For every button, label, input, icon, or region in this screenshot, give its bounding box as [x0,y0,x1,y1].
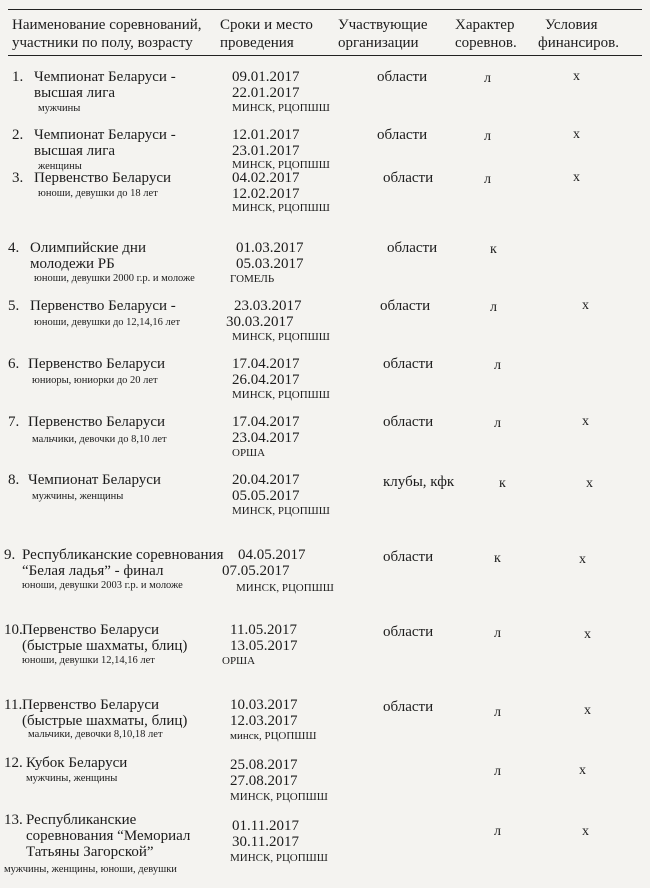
organizations: области [383,170,434,186]
competition-type: л [484,172,491,187]
end-date: 30.03.2017 [226,314,294,330]
end-date: 05.05.2017 [232,488,300,504]
row-number: 13. [4,812,23,828]
competition-type: л [494,416,501,431]
competition-type: л [490,300,497,315]
event-name: Первенство Беларуси - [30,298,176,314]
end-date: 22.01.2017 [232,85,300,101]
row-number: 5. [8,298,20,314]
organizations: области [383,356,434,372]
venue: минск, РЦОПШШ [230,730,317,742]
row-number: 1. [12,69,24,85]
header-col-orgs-line1: Участвующие [338,17,428,33]
header-col-name-line1: Наименование соревнований, [12,17,202,33]
row-number: 10. [4,622,23,638]
start-date: 01.11.2017 [232,818,299,834]
end-date: 13.05.2017 [230,638,298,654]
venue: МИНСК, РЦОПШШ [230,791,328,803]
venue: МИНСК, РЦОПШШ [232,102,330,114]
participants: юноши, девушки 12,14,16 лет [22,655,155,666]
competition-type: к [490,242,497,257]
financing-mark: х [573,69,580,84]
event-name: Республиканские соревнования “Белая ладья” - финал [22,547,224,579]
competition-type: л [494,358,501,373]
event-name: Чемпионат Беларуси - высшая лига [34,69,176,101]
start-date: 01.03.2017 [236,240,304,256]
start-date: 20.04.2017 [232,472,300,488]
participants: юноши, девушки 2000 г.р. и моложе [34,273,195,284]
end-date: 27.08.2017 [230,773,298,789]
end-date: 12.02.2017 [232,186,300,202]
row-number: 11. [4,697,23,713]
competition-type: л [484,129,491,144]
venue: МИНСК, РЦОПШШ [232,159,330,171]
venue: МИНСК, РЦОПШШ [230,852,328,864]
event-name: Первенство Беларуси (быстрые шахматы, блиц) [22,697,188,729]
end-date: 07.05.2017 [222,563,290,579]
organizations: области [383,549,434,565]
participants: юноши, девушки до 18 лет [38,188,158,199]
start-date: 11.05.2017 [230,622,297,638]
event-name: Первенство Беларуси [34,170,172,186]
organizations: области [383,414,434,430]
event-name: Чемпионат Беларуси [28,472,161,488]
venue: МИНСК, РЦОПШШ [236,582,334,594]
financing-mark: х [582,414,589,429]
start-date: 10.03.2017 [230,697,298,713]
competition-type: к [494,551,501,566]
event-name: Чемпионат Беларуси - высшая лига [34,127,176,159]
event-name: Первенство Беларуси (быстрые шахматы, блиц) [22,622,188,654]
participants: женщины [38,161,82,172]
competition-type: л [494,824,501,839]
end-date: 23.01.2017 [232,143,300,159]
row-number: 2. [12,127,24,143]
header-col-name-line2: участники по полу, возрасту [12,35,193,51]
financing-mark: х [584,703,591,718]
header-col-dates-line2: проведения [220,35,294,51]
financing-mark: х [579,552,586,567]
venue: ОРША [232,447,266,459]
venue: МИНСК, РЦОПШШ [232,202,330,214]
competition-type: л [494,764,501,779]
header-col-finance-line2: финансиров. [538,35,619,51]
organizations: области [377,69,428,85]
row-number: 6. [8,356,20,372]
header-top-rule [8,9,642,10]
row-number: 3. [12,170,24,186]
financing-mark: х [579,763,586,778]
end-date: 30.11.2017 [232,834,299,850]
participants: мужчины, женщины [26,773,118,784]
venue: МИНСК, РЦОПШШ [232,505,330,517]
header-col-finance-line1: Условия [545,17,598,33]
start-date: 17.04.2017 [232,414,300,430]
competition-type: л [484,71,491,86]
participants: юноши, девушки 2003 г.р. и моложе [22,580,183,591]
financing-mark: х [582,824,589,839]
organizations: области [387,240,438,256]
competition-type: л [494,705,501,720]
row-number: 12. [4,755,23,771]
row-number: 4. [8,240,20,256]
organizations: области [383,699,434,715]
participants: юноши, девушки до 12,14,16 лет [34,317,181,328]
end-date: 26.04.2017 [232,372,300,388]
event-name: Первенство Беларуси [28,356,166,372]
competition-type: к [499,476,506,491]
header-col-kind-line2: соревнов. [455,35,517,51]
start-date: 23.03.2017 [234,298,302,314]
header-col-orgs-line2: организации [338,35,419,51]
financing-mark: х [573,127,580,142]
participants: мужчины [38,103,81,114]
financing-mark: х [584,627,591,642]
start-date: 17.04.2017 [232,356,300,372]
financing-mark: х [573,170,580,185]
organizations: области [377,127,428,143]
header-col-kind-line1: Характер [455,17,515,33]
end-date: 23.04.2017 [232,430,300,446]
participants: мужчины, женщины [32,491,124,502]
participants: мальчики, девочки до 8,10 лет [32,434,167,445]
row-number: 8. [8,472,20,488]
event-name: Республиканские соревнования “Мемориал Татьяны Загорской” [26,812,191,860]
competition-type: л [494,626,501,641]
venue: ОРША [222,655,256,667]
venue: МИНСК, РЦОПШШ [232,389,330,401]
start-date: 04.05.2017 [238,547,306,563]
event-name: Первенство Беларуси [28,414,166,430]
participants: юниоры, юниорки до 20 лет [32,375,158,386]
header-bottom-rule [8,55,642,56]
start-date: 09.01.2017 [232,69,300,85]
row-number: 7. [8,414,20,430]
start-date: 04.02.2017 [232,170,300,186]
organizations: области [380,298,431,314]
financing-mark: х [586,476,593,491]
participants: мальчики, девочки 8,10,18 лет [28,729,163,740]
organizations: области [383,624,434,640]
event-name: Олимпийские дни молодежи РБ [30,240,146,272]
venue: МИНСК, РЦОПШШ [232,331,330,343]
header-col-dates-line1: Сроки и место [220,17,313,33]
end-date: 12.03.2017 [230,713,298,729]
start-date: 25.08.2017 [230,757,298,773]
organizations: клубы, кфк [383,474,455,490]
event-name: Кубок Беларуси [26,755,128,771]
start-date: 12.01.2017 [232,127,300,143]
financing-mark: х [582,298,589,313]
participants: мужчины, женщины, юноши, девушки [4,864,177,875]
row-number: 9. [4,547,16,563]
end-date: 05.03.2017 [236,256,304,272]
venue: ГОМЕЛЬ [230,273,275,285]
